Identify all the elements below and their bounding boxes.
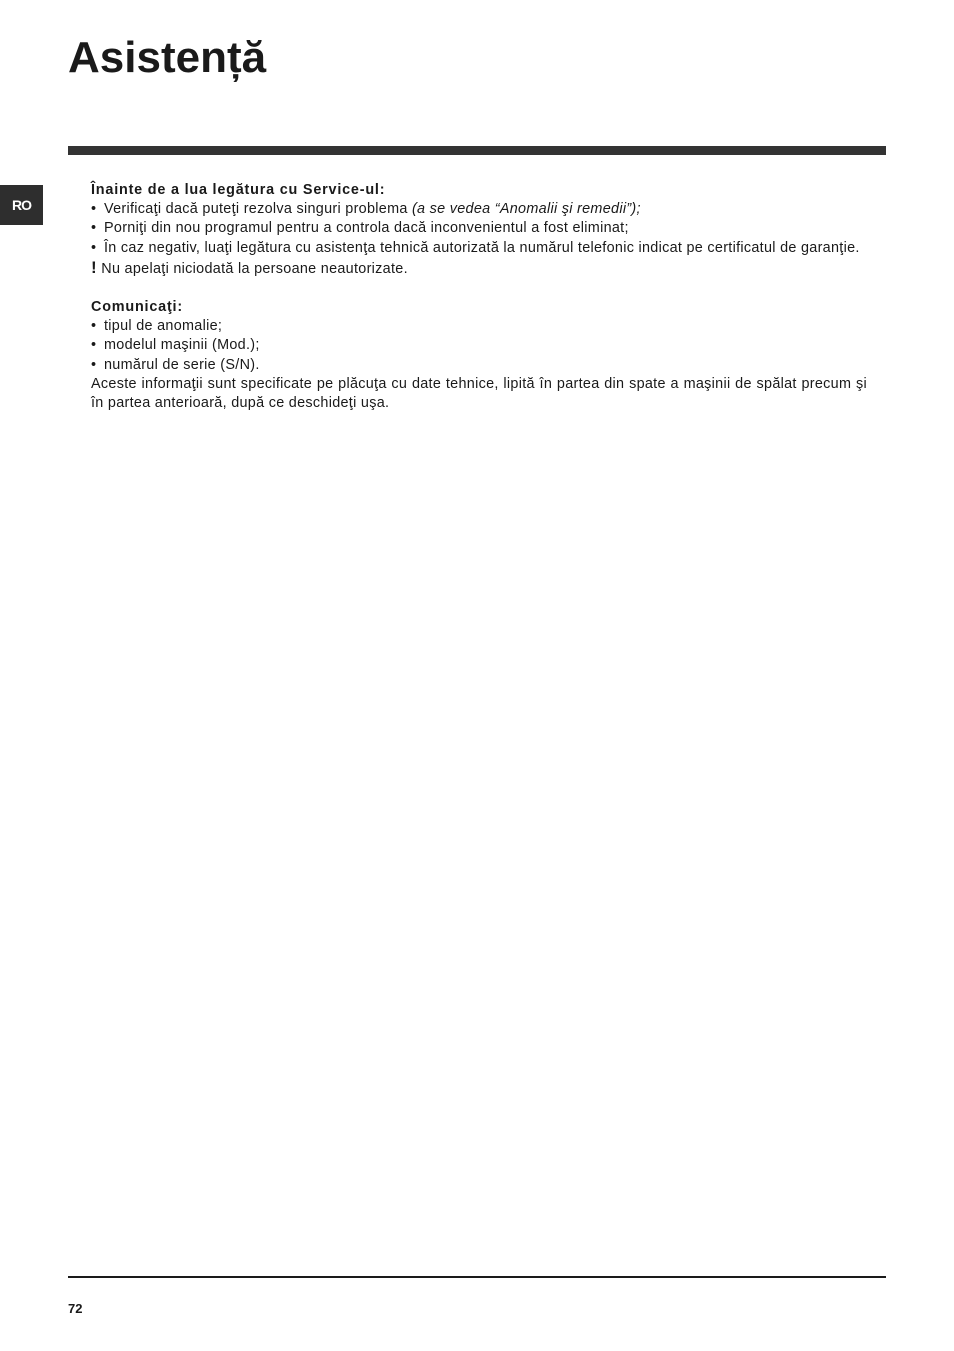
list-item xyxy=(91,356,867,375)
before-contact-heading: Înainte de a lua legătura cu Service-ul: xyxy=(91,182,386,198)
list-item xyxy=(91,336,867,355)
communicate-section xyxy=(91,298,867,413)
list-item xyxy=(91,239,867,258)
list-item-text: În caz negativ, luaţi legătura cu asistenţa tehnică autorizată la numărul telefonic indicat pe certificatul de garanţie. xyxy=(104,239,860,256)
list-item-text: numărul de serie (S/N). xyxy=(104,356,260,373)
communicate-heading: Comunicaţi: xyxy=(91,299,183,316)
list-item-text: modelul maşinii (Mod.); xyxy=(104,337,260,354)
footer-divider xyxy=(68,1276,886,1278)
main-content xyxy=(91,181,867,413)
warning-text: Nu apelaţi niciodată la persoane neautorizate. xyxy=(96,260,408,277)
communicate-list xyxy=(91,317,867,375)
info-paragraph: Aceste informaţii sunt specificate pe plăcuţa cu date tehnice, lipită în partea din spate a maşinii de spălat precum şi în partea anterioară, după ce deschideţi uşa. xyxy=(91,375,867,412)
warning-icon: ! xyxy=(91,257,97,277)
list-item-reference: (a se vedea “Anomalii şi remedii”); xyxy=(411,201,641,218)
warning-note xyxy=(91,258,867,279)
list-item xyxy=(91,317,867,336)
page-number: 72 xyxy=(68,1301,83,1316)
page-title: Asistență xyxy=(68,33,267,82)
language-tab xyxy=(0,185,43,225)
list-item-text: tipul de anomalie; xyxy=(104,318,223,335)
before-contact-list xyxy=(91,200,867,258)
title-divider xyxy=(68,146,886,155)
list-item xyxy=(91,200,867,219)
list-item-text: Porniţi din nou programul pentru a controla dacă inconvenientul a fost eliminat; xyxy=(104,220,629,237)
list-item-text: Verificaţi dacă puteţi rezolva singuri problema xyxy=(104,201,412,218)
list-item xyxy=(91,219,867,238)
language-tab-label: RO xyxy=(12,197,31,213)
